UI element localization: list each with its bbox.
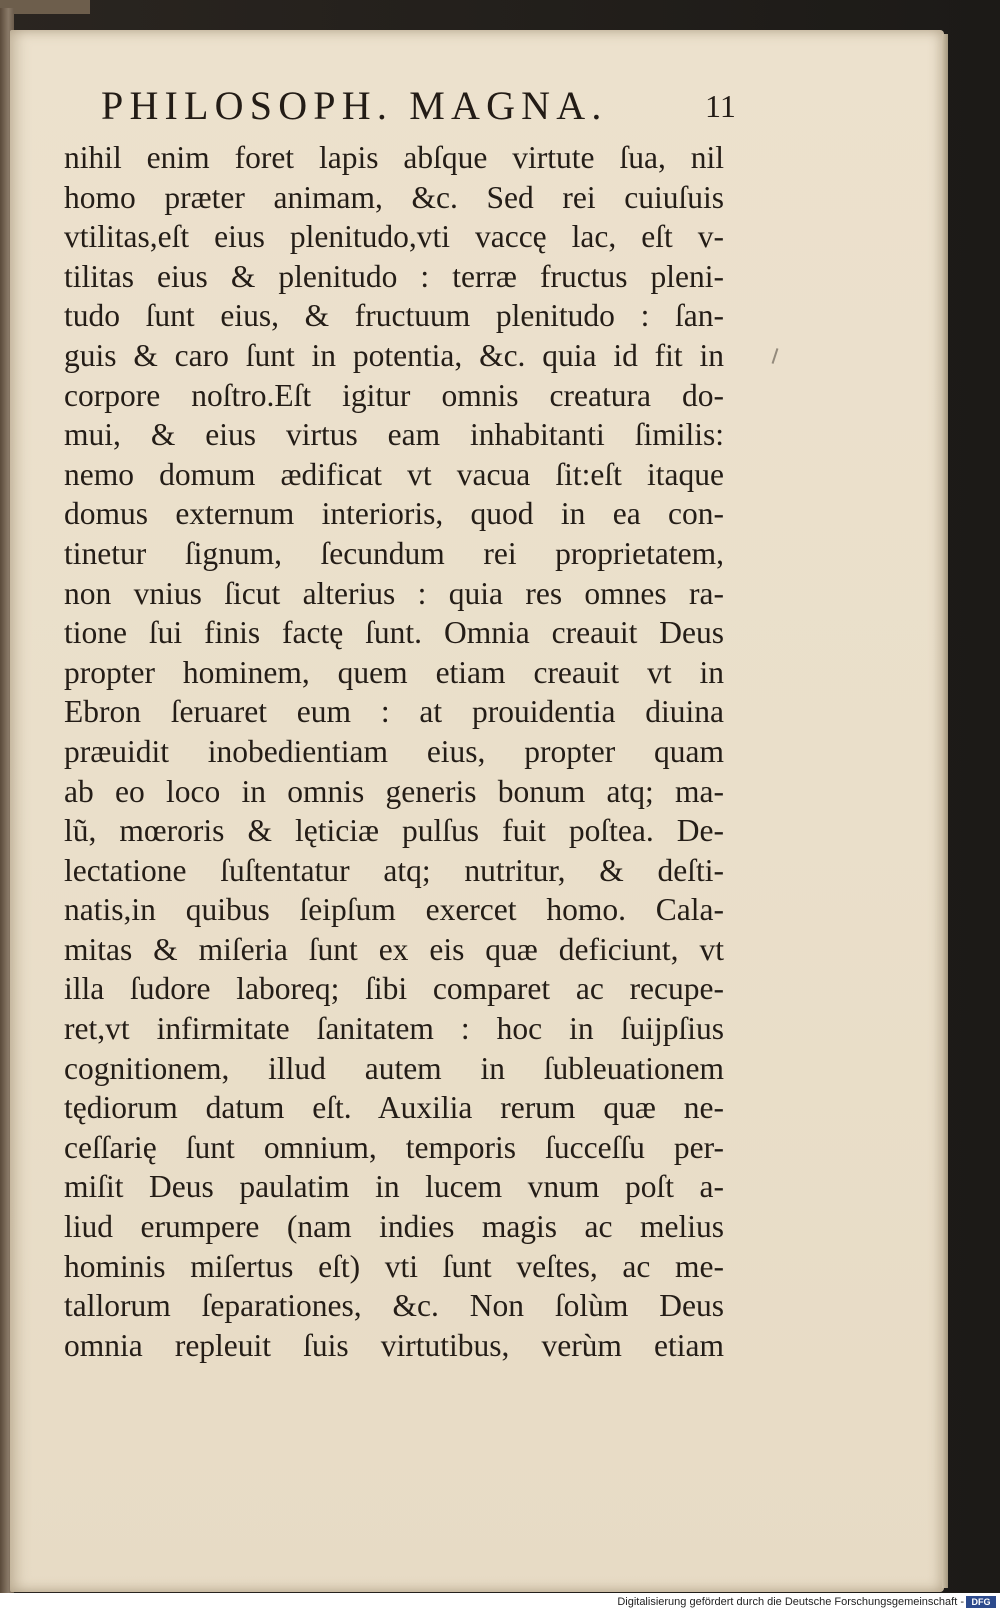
running-head: PHILOSOPH. MAGNA. [101, 83, 608, 128]
text-line: lũ, mœroris & lęticiæ pulſus fuit poſtea. De- [64, 813, 724, 849]
text-line: tędiorum datum eſt. Auxilia rerum quæ ne- [64, 1090, 724, 1126]
text-line: corpore noſtro.Eſt igitur omnis creatura do- [64, 377, 724, 413]
text-line: nihil enim foret lapis abſque virtute ſua, nil [64, 140, 724, 175]
page-number: 11 [705, 88, 736, 124]
text-line: illa ſudore laboreq; ſibi comparet ac recupe- [64, 971, 724, 1007]
text-line: liud erumpere (nam indies magis ac melius [64, 1209, 724, 1245]
text-line: mitas & miſeria ſunt ex eis quæ deficiunt, vt [64, 931, 724, 967]
body-text [64, 138, 764, 1365]
text-line: ab eo loco in omnis generis bonum atq; ma- [64, 773, 724, 809]
text-line: homo præter animam, &c. Sed rei cuiuſuis [64, 179, 724, 215]
text-line: tinetur ſignum, ſecundum rei proprietatem, [64, 535, 724, 571]
text-line: natis,in quibus ſeipſum exercet homo. Cala- [64, 892, 724, 928]
text-line: nemo domum ædificat vt vacua ſit:eſt itaque [64, 456, 724, 492]
text-line: guis & caro ſunt in potentia, &c. quia id fit in [64, 337, 724, 373]
text-line: mui, & eius virtus eam inhabitanti ſimilis: [64, 417, 724, 453]
text-line: tallorum ſeparationes, &c. Non ſolùm Deus [64, 1288, 724, 1324]
text-line: cognitionem, illud autem in ſubleuationem [64, 1050, 724, 1086]
text-line: lectatione ſuſtentatur atq; nutritur, & deſti- [64, 852, 724, 888]
text-line: vtilitas,eſt eius plenitudo,vti vaccę lac, eſt v- [64, 219, 724, 255]
text-line: tilitas eius & plenitudo : terræ fructus pleni- [64, 258, 724, 294]
text-line: omnia repleuit ſuis virtutibus, verùm etiam [64, 1327, 724, 1363]
funding-credit: Digitalisierung gefördert durch die Deutsche Forschungsgemeinschaft - [617, 1596, 964, 1608]
text-line: propter hominem, quem etiam creauit vt in [64, 654, 724, 690]
page-edge [942, 34, 948, 1588]
text-line: tione ſui finis factę ſunt. Omnia creauit Deus [64, 615, 724, 651]
text-line: non vnius ſicut alterius : quia res omnes ra- [64, 575, 724, 611]
text-line: præuidit inobedientiam eius, propter quam [64, 733, 724, 769]
text-line: hominis miſertus eſt) vti ſunt veſtes, ac me- [64, 1248, 724, 1284]
text-line: ceſſarię ſunt omnium, temporis ſucceſſu per- [64, 1129, 724, 1165]
text-line: Ebron ſeruaret eum : at prouidentia diuina [64, 694, 724, 730]
text-line: ret,vt infirmitate ſanitatem : hoc in ſuijpſius [64, 1011, 724, 1047]
text-line: miſit Deus paulatim in lucem vnum poſt a- [64, 1169, 724, 1205]
dfg-logo: DFG [966, 1596, 996, 1608]
text-line: domus externum interioris, quod in ea con- [64, 496, 724, 532]
text-line: tudo ſunt eius, & fructuum plenitudo : ſan- [64, 298, 724, 334]
